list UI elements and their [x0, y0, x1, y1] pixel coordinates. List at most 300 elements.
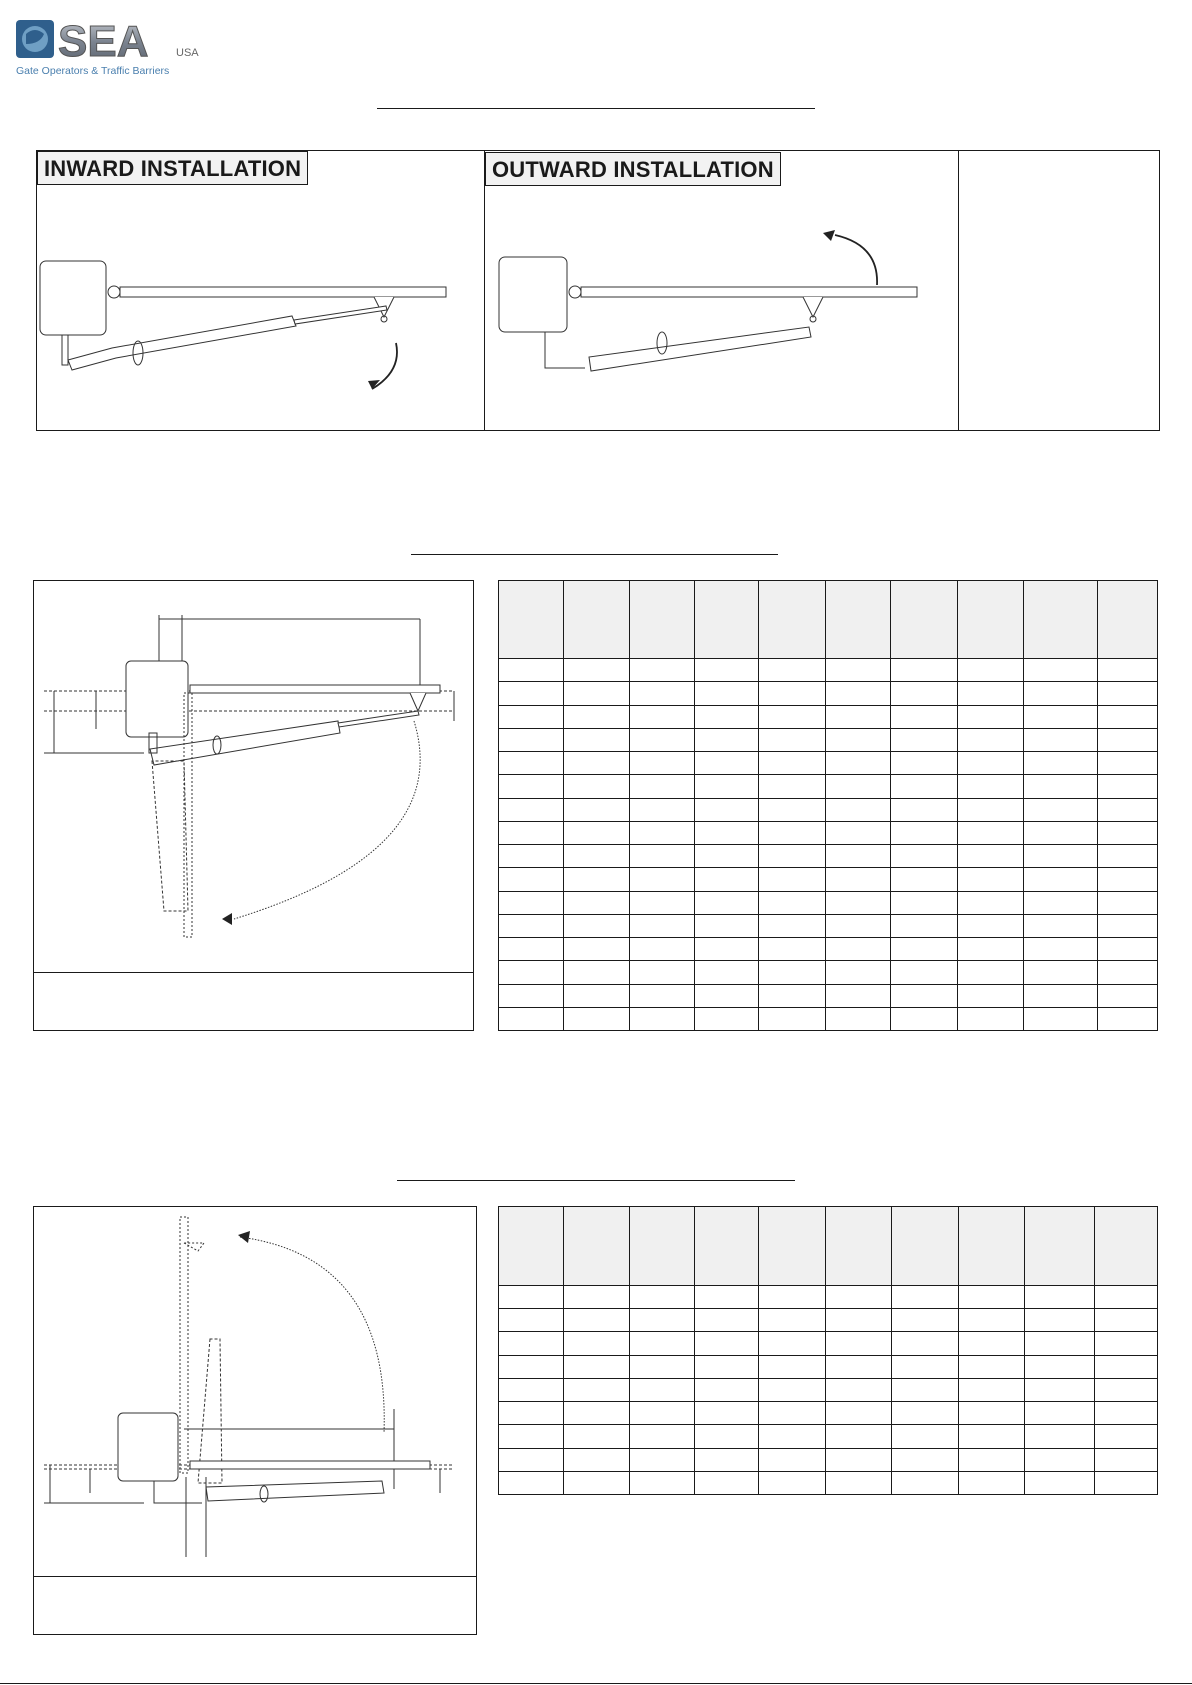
table-cell	[892, 1425, 959, 1448]
table-cell	[564, 845, 630, 868]
table-cell	[891, 659, 958, 682]
table-cell	[958, 891, 1024, 914]
table-cell	[564, 752, 630, 775]
table-cell	[891, 914, 958, 937]
table-cell	[826, 821, 891, 844]
table-row	[499, 845, 1158, 868]
table-cell	[826, 1332, 892, 1355]
table-cell	[630, 1378, 695, 1401]
sea-logo-graphic	[14, 16, 219, 80]
table-cell	[564, 1378, 630, 1401]
table-row	[499, 752, 1158, 775]
table-cell	[1024, 891, 1098, 914]
table-cell	[1095, 1378, 1158, 1401]
table-cell	[695, 1286, 759, 1309]
table-cell	[826, 961, 891, 984]
table-cell	[892, 1332, 959, 1355]
outward-geometry-diagram	[34, 1207, 476, 1577]
table-cell	[1025, 1332, 1095, 1355]
table-cell	[891, 705, 958, 728]
table-cell	[499, 891, 564, 914]
table-cell	[1098, 775, 1158, 798]
table-cell	[695, 1378, 759, 1401]
table-header-cell	[959, 1207, 1025, 1286]
table-cell	[958, 659, 1024, 682]
table-header-cell	[892, 1207, 959, 1286]
table-cell	[564, 1448, 630, 1471]
table-row	[499, 1286, 1158, 1309]
table-cell	[1024, 728, 1098, 751]
table-cell	[826, 1309, 892, 1332]
table-cell	[1098, 984, 1158, 1007]
table-cell	[1025, 1286, 1095, 1309]
section-heading-rule	[397, 1180, 795, 1181]
table-cell	[695, 705, 759, 728]
table-row	[499, 984, 1158, 1007]
table-cell	[1024, 868, 1098, 891]
table-cell	[1098, 868, 1158, 891]
table-cell	[630, 705, 695, 728]
table-header-cell	[1095, 1207, 1158, 1286]
table-cell	[695, 821, 759, 844]
table-header-cell	[695, 581, 759, 659]
table-cell	[826, 1471, 892, 1494]
table-cell	[1098, 1007, 1158, 1030]
table-cell	[958, 682, 1024, 705]
table-header-cell	[759, 581, 826, 659]
table-header-cell	[1024, 581, 1098, 659]
page-footer-rule	[0, 1683, 1192, 1684]
table-row	[499, 659, 1158, 682]
table-cell	[759, 1471, 826, 1494]
table-cell	[959, 1309, 1025, 1332]
table-cell	[826, 1355, 892, 1378]
table-cell	[630, 1007, 695, 1030]
table-cell	[695, 1425, 759, 1448]
table-cell	[826, 1007, 891, 1030]
table-cell	[1095, 1309, 1158, 1332]
table-cell	[759, 775, 826, 798]
table-cell	[759, 1309, 826, 1332]
table-cell	[1095, 1471, 1158, 1494]
table-cell	[1098, 938, 1158, 961]
table-cell	[499, 775, 564, 798]
table-cell	[958, 868, 1024, 891]
table-cell	[891, 775, 958, 798]
table-cell	[892, 1378, 959, 1401]
table-cell	[826, 891, 891, 914]
table-cell	[1024, 984, 1098, 1007]
table-header-cell	[499, 581, 564, 659]
table-row	[499, 1402, 1158, 1425]
table-cell	[630, 1286, 695, 1309]
table-cell	[891, 891, 958, 914]
table-cell	[499, 984, 564, 1007]
svg-text:Gate Operators & Traffic Barri: Gate Operators & Traffic Barriers	[16, 65, 170, 77]
table-cell	[695, 682, 759, 705]
table-cell	[1095, 1448, 1158, 1471]
table-cell	[695, 914, 759, 937]
table-row	[499, 914, 1158, 937]
table-cell	[630, 868, 695, 891]
table-header-cell	[759, 1207, 826, 1286]
table-cell	[630, 961, 695, 984]
table-cell	[499, 1355, 564, 1378]
table-cell	[499, 682, 564, 705]
table-cell	[958, 845, 1024, 868]
table-cell	[1098, 821, 1158, 844]
table-header-cell	[564, 1207, 630, 1286]
outward-geometry-table	[498, 1206, 1158, 1495]
table-cell	[630, 914, 695, 937]
table-row	[499, 1448, 1158, 1471]
table-cell	[564, 705, 630, 728]
table-cell	[1098, 891, 1158, 914]
table-cell	[499, 1286, 564, 1309]
table-cell	[826, 1378, 892, 1401]
table-cell	[564, 1402, 630, 1425]
table-cell	[892, 1402, 959, 1425]
table-cell	[759, 1425, 826, 1448]
table-row	[499, 1471, 1158, 1494]
table-cell	[1024, 705, 1098, 728]
table-row	[499, 1309, 1158, 1332]
table-row	[499, 728, 1158, 751]
table-cell	[695, 728, 759, 751]
table-cell	[564, 868, 630, 891]
outward-installation-label: OUTWARD INSTALLATION	[485, 152, 781, 186]
table-cell	[959, 1425, 1025, 1448]
table-cell	[564, 914, 630, 937]
table-cell	[499, 752, 564, 775]
table-cell	[759, 798, 826, 821]
table-cell	[695, 868, 759, 891]
inward-installation-label: INWARD INSTALLATION	[37, 151, 308, 185]
table-cell	[564, 938, 630, 961]
table-cell	[499, 868, 564, 891]
table-cell	[826, 868, 891, 891]
table-cell	[1098, 798, 1158, 821]
svg-text:SEA: SEA	[58, 17, 149, 66]
table-cell	[1095, 1355, 1158, 1378]
sea-logo	[14, 16, 219, 80]
table-cell	[564, 1007, 630, 1030]
table-cell	[1025, 1471, 1095, 1494]
table-cell	[695, 1309, 759, 1332]
table-cell	[959, 1471, 1025, 1494]
table-cell	[499, 1007, 564, 1030]
table-cell	[695, 798, 759, 821]
table-cell	[1098, 659, 1158, 682]
table-cell	[630, 775, 695, 798]
table-row	[499, 1007, 1158, 1030]
table-cell	[826, 705, 891, 728]
table-cell	[499, 821, 564, 844]
section-heading-rule	[377, 108, 815, 109]
table-cell	[695, 891, 759, 914]
table-cell	[1024, 752, 1098, 775]
table-cell	[1024, 821, 1098, 844]
table-cell	[564, 1355, 630, 1378]
table-cell	[959, 1286, 1025, 1309]
table-row	[499, 938, 1158, 961]
table-cell	[695, 752, 759, 775]
inward-geometry-diagram-frame	[33, 580, 474, 1031]
table-cell	[826, 728, 891, 751]
inward-installation-diagram	[36, 185, 484, 431]
table-header-cell	[958, 581, 1024, 659]
inward-geometry-table	[498, 580, 1158, 1031]
table-cell	[1025, 1448, 1095, 1471]
table-cell	[630, 938, 695, 961]
table-cell	[759, 891, 826, 914]
table-cell	[1095, 1332, 1158, 1355]
table-cell	[759, 1007, 826, 1030]
table-cell	[630, 1309, 695, 1332]
table-cell	[891, 682, 958, 705]
table-header-row	[499, 581, 1158, 659]
table-cell	[826, 914, 891, 937]
table-cell	[759, 914, 826, 937]
table-cell	[630, 728, 695, 751]
table-cell	[759, 821, 826, 844]
table-row	[499, 1378, 1158, 1401]
table-cell	[759, 1448, 826, 1471]
table-cell	[695, 961, 759, 984]
table-cell	[1024, 659, 1098, 682]
table-cell	[891, 845, 958, 868]
table-cell	[695, 1332, 759, 1355]
table-cell	[499, 1448, 564, 1471]
table-cell	[1098, 845, 1158, 868]
table-cell	[959, 1332, 1025, 1355]
table-cell	[826, 775, 891, 798]
table-cell	[1098, 682, 1158, 705]
table-cell	[564, 682, 630, 705]
table-cell	[630, 682, 695, 705]
table-cell	[695, 1402, 759, 1425]
table-header-cell	[695, 1207, 759, 1286]
table-cell	[499, 938, 564, 961]
table-cell	[630, 659, 695, 682]
table-cell	[891, 961, 958, 984]
table-cell	[826, 659, 891, 682]
table-cell	[1098, 914, 1158, 937]
table-cell	[695, 1355, 759, 1378]
table-cell	[630, 984, 695, 1007]
table-cell	[564, 961, 630, 984]
table-cell	[695, 984, 759, 1007]
table-cell	[958, 752, 1024, 775]
table-cell	[1098, 961, 1158, 984]
table-cell	[630, 821, 695, 844]
table-cell	[630, 798, 695, 821]
table-cell	[759, 868, 826, 891]
table-cell	[759, 1402, 826, 1425]
table-cell	[630, 752, 695, 775]
table-cell	[958, 1007, 1024, 1030]
table-cell	[958, 728, 1024, 751]
table-row	[499, 798, 1158, 821]
table-cell	[695, 775, 759, 798]
table-cell	[826, 984, 891, 1007]
table-cell	[564, 1286, 630, 1309]
table-cell	[1095, 1286, 1158, 1309]
table-cell	[499, 1332, 564, 1355]
table-cell	[1024, 845, 1098, 868]
table-cell	[630, 1448, 695, 1471]
table-cell	[826, 1286, 892, 1309]
table-cell	[499, 914, 564, 937]
table-cell	[891, 821, 958, 844]
table-cell	[759, 659, 826, 682]
inward-geometry-diagram	[34, 581, 473, 973]
table-cell	[499, 798, 564, 821]
table-cell	[630, 845, 695, 868]
table-cell	[759, 705, 826, 728]
table-cell	[826, 682, 891, 705]
table-cell	[1024, 938, 1098, 961]
table-cell	[891, 984, 958, 1007]
table-cell	[759, 752, 826, 775]
table-cell	[564, 1471, 630, 1494]
table-cell	[1025, 1355, 1095, 1378]
table-cell	[1024, 961, 1098, 984]
table-row	[499, 961, 1158, 984]
table-cell	[1025, 1402, 1095, 1425]
table-cell	[826, 798, 891, 821]
table-cell	[959, 1448, 1025, 1471]
table-cell	[564, 798, 630, 821]
table-cell	[630, 1471, 695, 1494]
table-cell	[1098, 752, 1158, 775]
table-cell	[1025, 1378, 1095, 1401]
table-cell	[1024, 1007, 1098, 1030]
table-cell	[891, 798, 958, 821]
table-cell	[891, 752, 958, 775]
table-cell	[958, 961, 1024, 984]
table-cell	[564, 984, 630, 1007]
table-cell	[630, 891, 695, 914]
table-cell	[892, 1286, 959, 1309]
outward-installation-diagram	[485, 185, 958, 431]
table-cell	[759, 1378, 826, 1401]
table-header-cell	[826, 1207, 892, 1286]
table-cell	[564, 821, 630, 844]
outward-geometry-diagram-frame	[33, 1206, 477, 1635]
table-cell	[564, 1309, 630, 1332]
table-cell	[499, 1402, 564, 1425]
table-header-cell	[499, 1207, 564, 1286]
table-header-cell	[891, 581, 958, 659]
installation-divider	[958, 150, 959, 431]
table-cell	[959, 1378, 1025, 1401]
table-cell	[499, 1425, 564, 1448]
table-header-row	[499, 1207, 1158, 1286]
table-cell	[564, 659, 630, 682]
table-cell	[564, 891, 630, 914]
table-cell	[759, 961, 826, 984]
outward-diagram-caption-area	[34, 1576, 476, 1635]
table-header-cell	[1025, 1207, 1095, 1286]
table-cell	[958, 821, 1024, 844]
inward-table-body	[499, 659, 1158, 1031]
table-row	[499, 775, 1158, 798]
table-header-cell	[1098, 581, 1158, 659]
table-cell	[1025, 1425, 1095, 1448]
table-header-cell	[564, 581, 630, 659]
table-cell	[1095, 1425, 1158, 1448]
table-cell	[1024, 682, 1098, 705]
table-cell	[695, 938, 759, 961]
table-cell	[564, 775, 630, 798]
table-cell	[826, 1448, 892, 1471]
table-cell	[499, 705, 564, 728]
table-cell	[826, 1402, 892, 1425]
table-cell	[959, 1355, 1025, 1378]
table-cell	[499, 1471, 564, 1494]
table-row	[499, 868, 1158, 891]
table-cell	[759, 1286, 826, 1309]
table-header-cell	[826, 581, 891, 659]
table-cell	[892, 1471, 959, 1494]
table-cell	[891, 1007, 958, 1030]
table-cell	[630, 1332, 695, 1355]
table-cell	[826, 845, 891, 868]
svg-text:USA: USA	[176, 47, 199, 59]
table-cell	[892, 1448, 959, 1471]
table-cell	[564, 1425, 630, 1448]
table-cell	[958, 984, 1024, 1007]
table-row	[499, 682, 1158, 705]
table-cell	[630, 1425, 695, 1448]
section-heading-rule	[411, 554, 778, 555]
table-cell	[826, 938, 891, 961]
table-cell	[891, 868, 958, 891]
table-row	[499, 821, 1158, 844]
table-cell	[958, 798, 1024, 821]
outward-table-body	[499, 1286, 1158, 1495]
table-cell	[892, 1355, 959, 1378]
table-cell	[759, 1332, 826, 1355]
table-cell	[695, 1007, 759, 1030]
table-cell	[1098, 705, 1158, 728]
table-cell	[499, 1378, 564, 1401]
table-cell	[958, 938, 1024, 961]
table-cell	[499, 1309, 564, 1332]
table-cell	[759, 1355, 826, 1378]
inward-diagram-caption-area	[34, 972, 473, 1031]
table-cell	[759, 728, 826, 751]
table-row	[499, 1425, 1158, 1448]
table-cell	[958, 914, 1024, 937]
table-row	[499, 1332, 1158, 1355]
table-header-cell	[630, 581, 695, 659]
table-cell	[959, 1402, 1025, 1425]
table-cell	[564, 728, 630, 751]
table-cell	[759, 845, 826, 868]
table-cell	[759, 938, 826, 961]
table-cell	[891, 728, 958, 751]
table-cell	[958, 775, 1024, 798]
table-cell	[695, 1471, 759, 1494]
table-header-cell	[630, 1207, 695, 1286]
table-cell	[499, 659, 564, 682]
table-cell	[1024, 914, 1098, 937]
table-cell	[892, 1309, 959, 1332]
table-cell	[759, 984, 826, 1007]
table-cell	[695, 845, 759, 868]
